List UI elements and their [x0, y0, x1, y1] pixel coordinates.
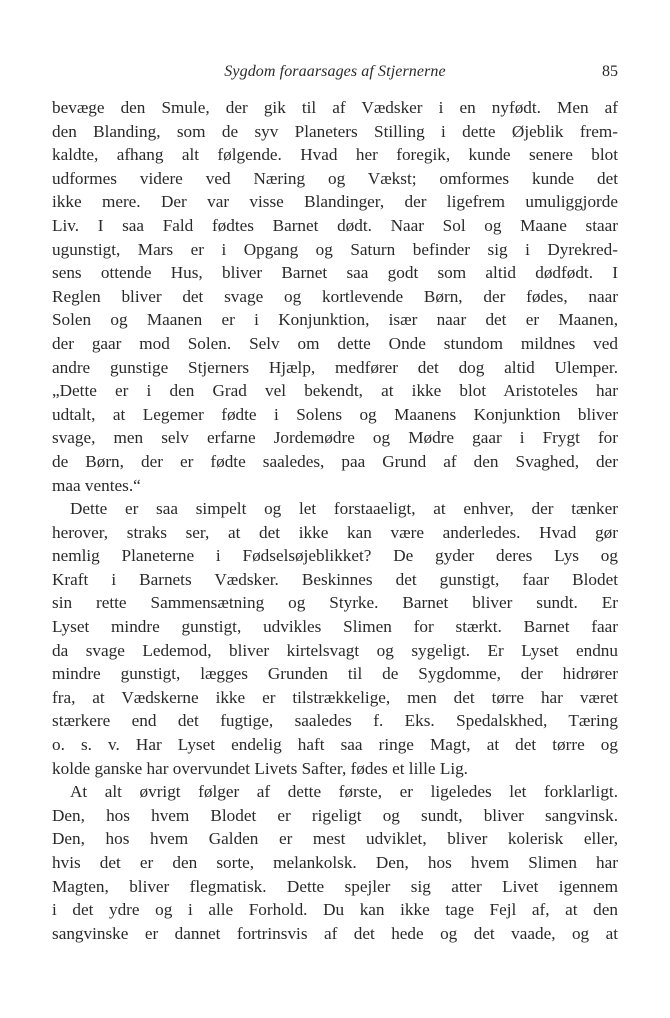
page-number: 85: [602, 63, 618, 80]
text-line: svage, men selv erfarne Jordemødre og Mødre gaar i Frygt for: [52, 428, 618, 448]
text-line: Den, hos hvem Blodet er rigeligt og sundt, bliver sangvinsk.: [52, 805, 618, 825]
text-line: kaldte, afhang alt følgende. Hvad her foregik, kunde senere blot: [52, 145, 618, 165]
text-line: stærkere end det fugtige, saaledes f. Eks. Spedalskhed, Tæring: [52, 711, 618, 731]
text-line: At alt øvrigt følger af dette første, er ligeledes let forklarligt.: [70, 782, 618, 802]
text-line: sangvinske er dannet fortrinsvis af det hede og det vaade, og at: [52, 923, 618, 943]
text-line: den Blanding, som de syv Planeters Stilling i dette Øjeblik frem-: [52, 121, 618, 141]
text-line: bevæge den Smule, der gik til af Vædsker i en nyfødt. Men af: [52, 98, 618, 117]
text-line: o. s. v. Har Lyset endelig haft saa ringe Magt, at det tørre og: [52, 735, 618, 755]
text-line: herover, straks ser, at det ikke kan være anderledes. Hvad gør: [52, 522, 618, 542]
text-line: Lyset mindre gunstigt, udvikles Slimen for stærkt. Barnet faar: [52, 617, 618, 637]
text-line: andre gunstige Stjerners Hjælp, medfører det dog altid Ulemper.: [52, 357, 618, 377]
text-line: Den, hos hvem Galden er mest udviklet, bliver kolerisk eller,: [52, 829, 618, 849]
body-text: [52, 96, 618, 945]
text-line: sin rette Sammensætning og Styrke. Barnet bliver sundt. Er: [52, 593, 618, 613]
text-line: maa ventes.“: [52, 475, 141, 495]
text-line: kolde ganske har overvundet Livets Safter, fødes et lille Lig.: [52, 758, 468, 778]
text-line: udformes videre ved Næring og Vækst; omformes kunde det: [52, 168, 618, 188]
running-head: [52, 60, 618, 84]
text-line: hvis det er den sorte, melankolsk. Den, hos hvem Slimen har: [52, 853, 618, 872]
text-line: Magten, bliver flegmatisk. Dette spejler sig atter Livet igennem: [52, 876, 618, 896]
text-line: Solen og Maanen er i Konjunktion, især naar det er Maanen,: [52, 310, 618, 330]
text-line: Dette er saa simpelt og let forstaaeligt, at enhver, der tænker: [70, 499, 618, 519]
text-line: fra, at Vædskerne ikke er tilstrækkelige, men det tørre har været: [52, 687, 618, 707]
text-line: i det ydre og i alle Forhold. Du kan ikke tage Fejl af, at den: [52, 900, 618, 920]
text-line: udtalt, at Legemer fødte i Solens og Maanens Konjunktion bliver: [52, 404, 618, 424]
text-line: „Dette er i den Grad vel bekendt, at ikke blot Aristoteles har: [52, 381, 618, 401]
text-line: ikke mere. Der var visse Blandinger, der ligefrem umuliggjorde: [52, 192, 618, 212]
text-line: der gaar mod Solen. Selv om dette Onde stundom mildnes ved: [52, 333, 618, 353]
text-line: Kraft i Barnets Vædsker. Beskinnes det gunstigt, faar Blodet: [52, 569, 618, 589]
text-line: mindre gunstigt, lægges Grunden til de Sygdomme, der hidrører: [52, 664, 618, 684]
text-line: sens ottende Hus, bliver Barnet saa godt som altid dødfødt. I: [52, 263, 618, 283]
text-line: de Børn, der er fødte saaledes, paa Grund af den Svaghed, der: [52, 451, 618, 471]
text-line: Reglen bliver det svage og kortlevende Børn, der fødes, naar: [52, 286, 618, 306]
text-line: ugunstigt, Mars er i Opgang og Saturn befinder sig i Dyrekred-: [52, 239, 618, 259]
text-line: da svage Ledemod, bliver kirtelsvagt og sygeligt. Er Lyset endnu: [52, 640, 618, 660]
running-title: Sygdom foraarsages af Stjernerne: [224, 63, 446, 80]
text-line: Liv. I saa Fald fødtes Barnet dødt. Naar Sol og Maane staar: [52, 215, 618, 235]
text-line: nemlig Planeterne i Fødselsøjeblikket? De gyder deres Lys og: [52, 546, 618, 566]
